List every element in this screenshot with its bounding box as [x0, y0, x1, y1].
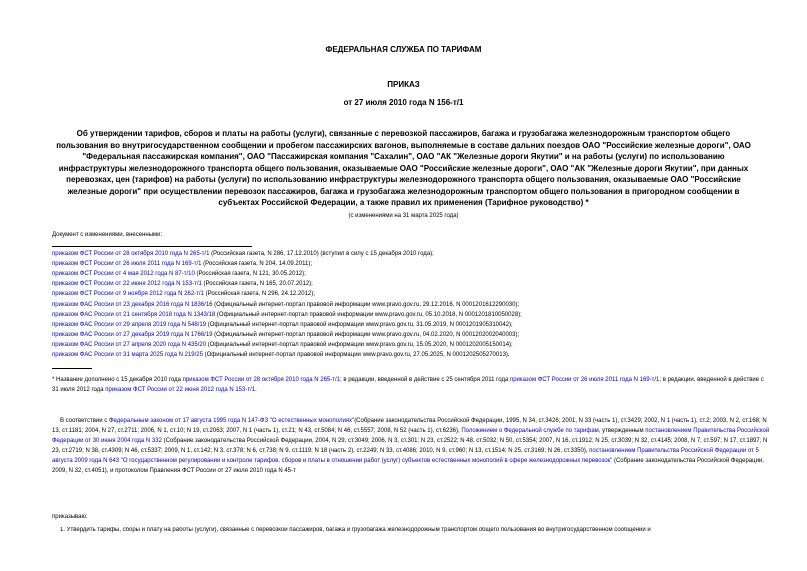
- changes-divider: [52, 246, 252, 247]
- change-link[interactable]: приказом ФАС России от 29 апреля 2019 года N 548/19: [52, 321, 207, 328]
- law-link[interactable]: Федеральным законом от 17 августа 1995 года N 147-ФЗ "О естественных монополиях": [108, 418, 355, 424]
- change-item: [52, 269, 772, 279]
- change-text: (Официальный интернет-портал правовой информации www.pravo.gov.ru, 29.12.2016, N 0001201612290030);: [212, 301, 520, 308]
- preamble-paragraph: [52, 416, 770, 476]
- change-link[interactable]: приказом ФАС России от 31 марта 2025 года N 219/25: [52, 352, 203, 359]
- change-link[interactable]: приказом ФАС России от 23 декабря 2016 года N 1836/16: [52, 301, 213, 308]
- change-text: (Официальный интернет-портал правовой информации www.pravo.gov.ru, 05.10.2018, N 0001201810050028);: [215, 311, 522, 318]
- change-text: (Российская газета, N 204, 14.09.2011);: [201, 261, 312, 268]
- footnote-divider: [52, 368, 92, 369]
- change-text: (Официальный интернет-портал правовой информации www.pravo.gov.ru, 31.05.2019, N 0001201905310042);: [206, 321, 513, 328]
- change-item: [52, 340, 772, 350]
- footnote-link[interactable]: приказом ФСТ России от 28 октября 2010 года N 265-т/1: [182, 377, 340, 383]
- preamble-text: В соответствии с: [60, 418, 109, 424]
- change-link[interactable]: приказом ФАС России от 27 апреля 2020 года N 435/20: [52, 341, 207, 348]
- footnote-link[interactable]: приказом ФСТ России от 22 июня 2012 года N 153-т/1: [105, 387, 256, 393]
- paragraph-1: 1. Утвердить тарифы, сборы и плату на работы (услуги), связанные с перевозкой пассажиров, багажа и грузобагажа железнодорожным транспортом общего пользования во внутригосударственном сообщении и: [60, 527, 651, 533]
- footnote: [52, 375, 770, 395]
- change-item: [52, 279, 772, 289]
- changes-header: Документ с изменениями, внесенными:: [52, 232, 163, 238]
- change-link[interactable]: приказом ФАС России от 27 декабря 2019 года N 1766/19: [52, 331, 213, 338]
- resolution-link[interactable]: постановлением Правительства Российской Федерации от 30 июня 2004 года N 332: [52, 428, 770, 444]
- change-item: [52, 330, 772, 340]
- as-of-note: (с изменениями на 31 марта 2025 года): [348, 213, 459, 219]
- footnote-text: .: [255, 387, 257, 393]
- preamble-text: (Собрание законодательства Российской Федерации, 2009, N 32, ст.4051), и протоколом Правления ФСТ России от 27 июля 2010 года N 45-т: [52, 458, 764, 474]
- footnote-text: * Название дополнено с 15 декабря 2010 года: [52, 377, 183, 383]
- changes-items: [52, 249, 772, 360]
- change-item: [52, 300, 772, 310]
- preamble-text: , утвержденным: [598, 428, 646, 434]
- footnote-text: ; в редакции, введенной в действие с 25 сентября 2011 года: [340, 377, 510, 383]
- footnote-text: ; в редакции, введенной в действие с 31 июля 2012 года: [52, 377, 764, 393]
- change-item: [52, 259, 772, 269]
- change-link[interactable]: приказом ФАС России от 21 сентября 2018 года N 1343/18: [52, 311, 216, 318]
- change-link[interactable]: приказом ФСТ России от 26 июля 2011 года N 169-т/1: [52, 261, 202, 268]
- resolution-link[interactable]: постановлением Правительства Российской Федерации от 5 августа 2009 года N 643 "О государственном регулировании и контроле тарифов, сборов и платы в отношении работ (услуг) субъектов естественных монополий в сфере железнодорожных перевозок": [52, 448, 759, 464]
- doc-type-heading: ПРИКАЗ: [387, 80, 420, 89]
- change-text: (Официальный интернет-портал правовой информации www.pravo.gov.ru, 15.05.2020, N 0001202005150014);: [206, 341, 513, 348]
- footnote-link[interactable]: приказом ФСТ России от 26 июля 2011 года N 169-т/1: [509, 377, 660, 383]
- doc-date-number: от 27 июля 2010 года N 156-т/1: [343, 98, 464, 107]
- change-text: (Официальный интернет-портал правовой информации www.pravo.gov.ru, 04.02.2020, N 0001202002040003);: [212, 331, 520, 338]
- change-text: (Российская газета, N 296, 24.12.2012);: [203, 291, 315, 298]
- regulation-link[interactable]: Положением о Федеральной службе по тарифам: [461, 428, 599, 434]
- change-text: (Российская газета, N 286, 17.12.2010) (вступил в силу с 15 декабря 2010 года);: [209, 251, 434, 258]
- change-item: [52, 249, 772, 259]
- change-link[interactable]: приказом ФСТ России от 4 мая 2012 года N 87-т/10: [52, 271, 195, 278]
- change-item: [52, 320, 772, 330]
- ordered-label: приказываю:: [52, 514, 88, 520]
- change-link[interactable]: приказом ФСТ России от 22 июня 2012 года N 153-т/1: [52, 281, 202, 288]
- change-link[interactable]: приказом ФСТ России от 28 октября 2010 года N 265-т/1: [52, 251, 210, 258]
- change-item: [52, 350, 772, 360]
- agency-heading: ФЕДЕРАЛЬНАЯ СЛУЖБА ПО ТАРИФАМ: [325, 45, 482, 54]
- change-text: (Официальный интернет-портал правовой информации www.pravo.gov.ru, 27.05.2025, N 0001202505270013).: [202, 352, 510, 359]
- preamble-text: (Собрание законодательства Российской Федерации, 1995, N 34, ст.3426; 2001, N 33 (часть 1), ст.3429; 2002, N 1 (часть 1), ст.2; 2003, N 2, ст.168; N 13, ст.1181; 2004, N 27, ст.2711; 2006, N 1, ст.10; N 19, ст.2063; 2007, N 1 (часть 1), ст.21; N 43, ст.5084; N 46, ст.5557; 2008, N 52 (часть 1), ст.6236),: [52, 418, 767, 434]
- change-text: (Российская газета, N 121, 30.05.2012);: [194, 271, 306, 278]
- change-link[interactable]: приказом ФСТ России от 9 ноября 2012 года N 262-т/1: [52, 291, 204, 298]
- change-item: [52, 289, 772, 299]
- change-item: [52, 310, 772, 320]
- changes-list: [52, 230, 772, 360]
- change-text: (Российская газета, N 165, 20.07.2012);: [201, 281, 313, 288]
- document-title: Об утверждении тарифов, сборов и платы на работы (услуги), связанные с перевозкой пассажиров, багажа и грузобагажа железнодорожным транспортом общего пользования во внутригосударственном сообщении и пробегом пассажирских вагонов, выполняемые в составе дальних поездов ОАО "Российские железные дороги", ОАО "Федеральная пассажирская компания", ОАО "Пассажирская компания "Сахалин", ОАО "АК "Железные дороги Якутии" и на работы (услуги) по использованию инфраструктуры железнодорожного транспорта общего пользования, оказываемые ОАО "Российские железные дороги", ОАО "АК "Железные дороги Якутии", при данных перевозках, цен (тарифов) на работы (услуги) по использованию инфраструктуры железнодорожного транспорта общего пользования, оказываемые ОАО "Российские железные дороги" при осуществлении перевозок пассажиров, багажа и грузобагажа железнодорожным транспортом общего пользования в пригородном сообщении в субъектах Российской Федерации, а также правил их применения (Тарифное руководство) *: [56, 129, 751, 207]
- preamble-text: (Собрание законодательства Российской Федерации, 2004, N 29, ст.3049; 2006, N 3, ст.301; N 23, ст.2522; N 48, ст.5032; N 50, ст.5354; 2007, N 16, ст.1912; N 25, ст.3039; N 32, ст.4145; 2008, N 7, ст.597; N 17, ст.1897; N 23, ст.2719; N 38, ст.4309; N 46, ст.5337; 2009, N 1, ст.142; N 3, ст.378; N 6, ст.738; N 9, ст.1119; N 18 (часть 2), ст.2249; N 33, ст.4086; 2010, N 9, ст.960; N 13, ст.1514; N 25, ст.3169; N 26, ст.3350),: [52, 438, 768, 454]
